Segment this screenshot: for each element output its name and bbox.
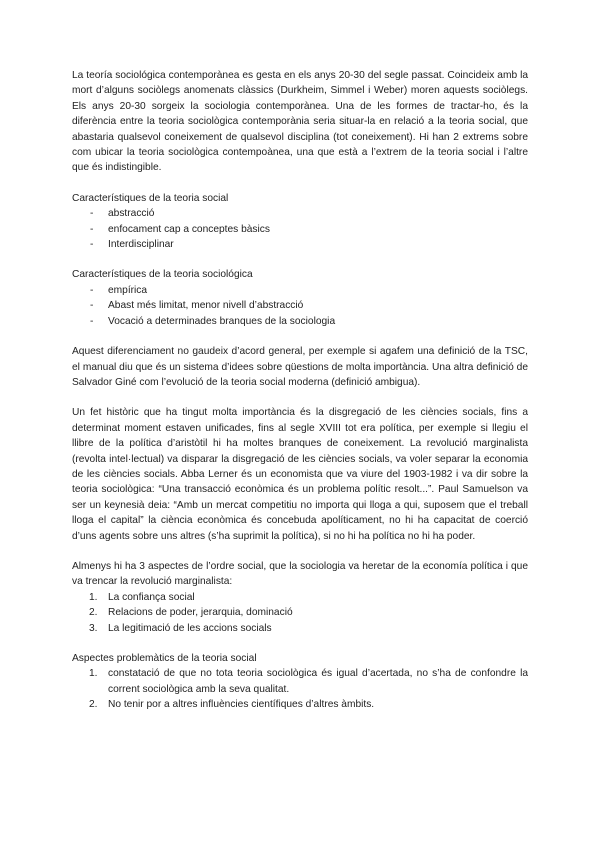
list-item: 2. No tenir por a altres influències científiques d’altres àmbits.	[72, 697, 528, 712]
problems-heading: Aspectes problemàtics de la teoria social	[72, 653, 257, 664]
dash-marker: -	[90, 284, 94, 296]
paragraph-definitions: Aquest diferenciament no gaudeix d’acord general, per exemple si agafem una definició de la TSC, el manual diu que és un sistema d’idees sobre qüestions de molta importància. Una altra definició de Salvador Giné com l’evolució de la teoria social moderna (definició ambigua).	[72, 346, 528, 388]
sociological-theory-heading: Característiques de la teoria sociológica	[72, 269, 253, 281]
paragraph-intro: La teoría sociológica contemporànea es gesta en els anys 20-30 del segle passat. Coincideix amb la mort d’alguns sociòlegs anomenats clàssics (Durkheim, Simmel i Weber) moren aquests sociòlegs. Els anys 20-30 sorgeix la sociologia contemporànea. Una de les formes de tractar-ho, és la diferència entre la teoria sociològica contemporània seria situar-la en relació a la teoria social, que abastaria qualsevol coneixement de qualsevol disciplina (tot coneixement). Hi han 2 extrems sobre com ubicar la teoria sociològica contempoànea, una que està a l’extrem de la teoria social i l’altre que és indistingible.	[72, 70, 528, 174]
list-item: - abstracció	[72, 206, 528, 221]
list-item: - enfocament cap a conceptes bàsics	[72, 222, 528, 237]
number-marker: 1.	[89, 668, 98, 680]
list-item: 3. La legitimació de les accions socials	[72, 621, 528, 636]
dash-marker: -	[90, 223, 94, 235]
dash-marker: -	[90, 208, 94, 220]
paragraph-history: Un fet històric que ha tingut molta importància és la disgregació de les ciències socials, fins a determinat moment estaven unificades, fins al segle XVIII tot era política, per exemple si llegiu el llibre de la política d’aristòtil hi ha moltes branques de coneixement. La revolució marginalista (revolta intel·lectual) va disparar la disgregació de les ciències socials, va voler separar la economia de les ciències socials. Abba Lerner és un economista que va viure del 1903-1982 i va dir sobre la teoria sociològica: “Una transacció econòmica és un problema polític resolt...”. Paul Samuelson va ser un keynesià deia: “Amb un mercat competitiu no importa qui lloga a qui, suposem que el treball lloga el capital” la ciència econòmica és concebuda apolíticament, no hi ha capacitat de coerció d’uns agents sobre uns altres (s’ha suprimit la política), si no hi ha política no hi ha poder.	[72, 407, 528, 542]
number-marker: 2.	[89, 607, 98, 619]
social-order-list	[72, 590, 528, 636]
list-item: - Abast més limitat, menor nivell d’abstracció	[72, 298, 528, 313]
list-item: 2. Relacions de poder, jerarquia, dominació	[72, 605, 528, 620]
social-theory-heading: Característiques de la teoria social	[72, 192, 229, 204]
sociological-theory-list	[72, 283, 528, 329]
paragraph-social-order: Almenys hi ha 3 aspectes de l’ordre social, que la sociologia va heretar de la economía política i que va trencar la revolució marginalista:	[72, 560, 528, 588]
number-marker: 2.	[89, 699, 98, 711]
dash-marker: -	[90, 315, 94, 327]
dash-marker: -	[90, 300, 94, 312]
document-page	[72, 68, 528, 728]
number-marker: 1.	[89, 591, 98, 603]
number-marker: 3.	[89, 622, 98, 634]
dash-marker: -	[90, 239, 94, 251]
list-item: - Interdisciplinar	[72, 237, 528, 252]
list-item: - Vocació a determinades branques de la sociologia	[72, 314, 528, 329]
problems-list	[72, 666, 528, 712]
social-theory-list	[72, 206, 528, 252]
list-item: - empírica	[72, 283, 528, 298]
list-item: 1. La confiança social	[72, 590, 528, 605]
list-item: 1. constatació de que no tota teoria sociològica és igual d’acertada, no s’ha de confondre la corrent sociològica amb la seva qualitat.	[89, 668, 528, 695]
